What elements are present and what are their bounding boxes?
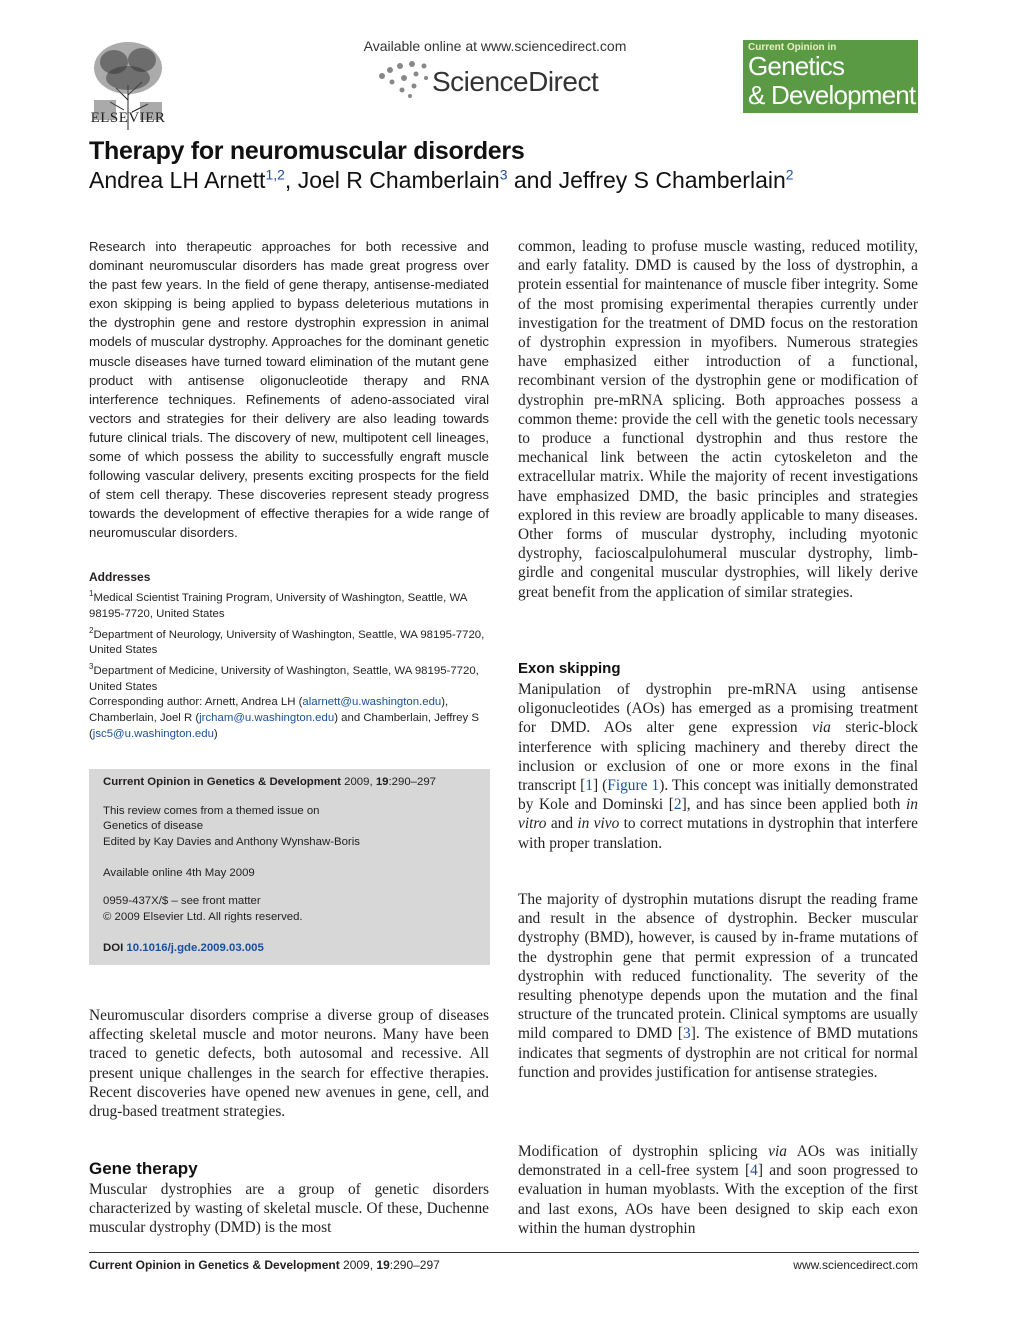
intro-paragraph: Neuromuscular disorders comprise a diverse group of diseases affecting skeletal muscle and motor neurons. Many have been traced to genetic defects, both autosomal and recessive. All present unique challenges in the search for effective therapies. Recent discoveries have opened new avenues in gene, cell, and drug-based treatment strategies. <box>89 1007 489 1121</box>
reference-link[interactable]: 3 <box>682 1025 691 1043</box>
footer-divider <box>89 1252 919 1253</box>
doi-link[interactable]: 10.1016/j.gde.2009.03.005 <box>126 942 264 954</box>
journal-badge-line1: Current Opinion in <box>748 42 837 53</box>
available-date: Available online 4th May 2009 <box>103 867 255 879</box>
copyright-line: © 2009 Elsevier Ltd. All rights reserved. <box>103 911 303 923</box>
theme-line: This review comes from a themed issue on <box>103 805 320 817</box>
citation-line: Current Opinion in Genetics & Development 2009, 19:290–297 <box>103 776 436 788</box>
exon-paragraph-1: Manipulation of dystrophin pre-mRNA using antisense oligonucleotides (AOs) has emerged as a promising treatment for DMD. AOs alter gene expression via steric-block interference with splicing machinery and thereby direct the inclusion or exclusion of one or more exons in the final transcript [1] (Figure 1). This concept was initially demonstrated by Kole and Dominski [2], and has since been applied both in vitro and in vivo to correct mutations in dystrophin that interfere with proper translation. <box>518 681 918 852</box>
footer-citation: Current Opinion in Genetics & Development 2009, 19:290–297 <box>89 1258 440 1272</box>
email-link-2[interactable]: jrcham@u.washington.edu <box>199 711 335 724</box>
journal-badge-line3: & Development <box>748 80 916 110</box>
journal-badge <box>743 40 918 113</box>
journal-badge-line2: Genetics <box>748 51 845 81</box>
theme-name: Genetics of disease <box>103 820 204 832</box>
reference-link[interactable]: 1 <box>585 777 593 795</box>
author-2: , Joel R Chamberlain <box>284 167 500 193</box>
right-column-paragraph: common, leading to profuse muscle wasting, reduced motility, and early fatality. DMD is caused by the loss of dystrophin, a protein essential for maintenance of muscle fiber integrity. Some of the most promising experimental therapies currently under investigation for the treatment of DMD focus on the restoration of dystrophin expression in myofibers. Numerous strategies have emphasized either introduction of a functional, recombinant version of the dystrophin gene or modification of dystrophin pre-mRNA splicing. Both approaches possess a common theme: provide the cell with the genetic tools necessary to produce a functional dystrophin and thus restore the mechanical link between the actin cytoskeleton and the extracellular matrix. While the majority of recent investigations have emphasized DMD, the basic principles and strategies explored in this review are broadly applicable to many diseases. Other forms of muscular dystrophy, including myotonic dystrophy, facioscalpulohumeral muscular dystrophy, limb-girdle and congenital muscular dystrophies, will likely derive great benefit from the application of similar strategies. <box>518 238 918 601</box>
publisher-name: ELSEVIER <box>90 110 166 126</box>
addresses <box>89 570 489 696</box>
corresponding-author: Corresponding author: Arnett, Andrea LH (alarnett@u.washington.edu), Chamberlain, Joel R (jrcham@u.washington.edu) and Chamberlain, Jeffrey S (jsc5@u.washington.edu) <box>89 696 479 740</box>
article-info-box <box>89 769 490 965</box>
address-item: $^2$Department of Neurology, University of Washington, Seattle, WA 98195-7720, United States <box>89 625 485 657</box>
author-1: Andrea LH Arnett <box>89 167 266 193</box>
author-3: and Jeffrey S Chamberlain <box>507 167 786 193</box>
editors-line: Edited by Kay Davies and Anthony Wynshaw-Boris <box>103 836 360 848</box>
exon-paragraph-3: Modification of dystrophin splicing via AOs was initially demonstrated in a cell-free system [4] and soon progressed to evaluation in human myoblasts. With the exception of the first and last exons, AOs have been designed to skip each exon within the human dystrophin <box>518 1143 918 1237</box>
email-link-1[interactable]: alarnett@u.washington.edu <box>302 696 442 708</box>
abstract: Research into therapeutic approaches for both recessive and dominant neuromuscular disorders has made great progress over the past few years. In the field of gene therapy, antisense-mediated exon skipping is being applied to bypass deleterious mutations in the dystrophin gene and restore dystrophin expression in animal models of muscular dystrophy. Approaches for the dominant genetic muscle diseases have turned toward elimination of the mutant gene product with antisense oligonucleotide therapy and RNA interference techniques. Refinements of adeno-associated viral vectors and strategies for their delivery are also leading towards future clinical trials. The discovery of new, multipotent cell lineages, some of which possess the ability to successfully engraft muscle following vascular delivery, presents exciting prospects for the field of stem cell therapy. These discoveries represent steady progress towards the development of effective therapies for a wide range of neuromuscular disorders. <box>89 239 489 541</box>
author-3-affiliation[interactable]: 2 <box>785 166 794 183</box>
footer-url[interactable]: www.sciencedirect.com <box>793 1258 918 1272</box>
reference-link[interactable]: 4 <box>750 1162 758 1180</box>
issn-line: 0959-437X/$ – see front matter <box>103 895 261 907</box>
address-item: $^1$Medical Scientist Training Program, University of Washington, Seattle, WA 98195-7720, United States <box>89 588 467 620</box>
section-heading-gene-therapy: Gene therapy <box>89 1159 198 1178</box>
reference-link[interactable]: 2 <box>673 796 682 814</box>
doi-line: DOI 10.1016/j.gde.2009.03.005 <box>103 942 264 954</box>
author-2-affiliation[interactable]: 3 <box>499 166 508 183</box>
exon-paragraph-2: The majority of dystrophin mutations disrupt the reading frame and result in the absence of dystrophin. Becker muscular dystrophy (BMD), however, is caused by in-frame mutations of the dystrophin gene that permit expression of a truncated dystrophin with reduced functionality. The severity of the resulting phenotype depends upon the mutation and the final structure of the truncated protein. Clinical symptoms are usually mild compared to DMD [3]. The existence of BMD mutations indicates that segments of dystrophin are not critical for normal function and provides justification for antisense strategies. <box>518 891 918 1081</box>
author-1-affiliation[interactable]: 1,2 <box>265 166 285 183</box>
author-list <box>89 167 794 194</box>
addresses-heading: Addresses <box>89 570 151 584</box>
article-title: Therapy for neuromuscular disorders <box>89 137 525 165</box>
address-item: $^3$Department of Medicine, University of Washington, Seattle, WA 98195-7720, United States <box>89 662 479 693</box>
figure-link[interactable]: Figure 1 <box>607 777 660 795</box>
gene-therapy-paragraph: Muscular dystrophies are a group of genetic disorders characterized by wasting of skeletal muscle. Of these, Duchenne muscular dystrophy (DMD) is the most <box>89 1181 489 1237</box>
available-online-text[interactable]: Available online at www.sciencedirect.com <box>363 38 627 54</box>
sciencedirect-wordmark: ScienceDirect <box>432 66 599 97</box>
section-heading-exon-skipping: Exon skipping <box>518 660 621 677</box>
email-link-3[interactable]: jsc5@u.washington.edu <box>92 727 214 740</box>
